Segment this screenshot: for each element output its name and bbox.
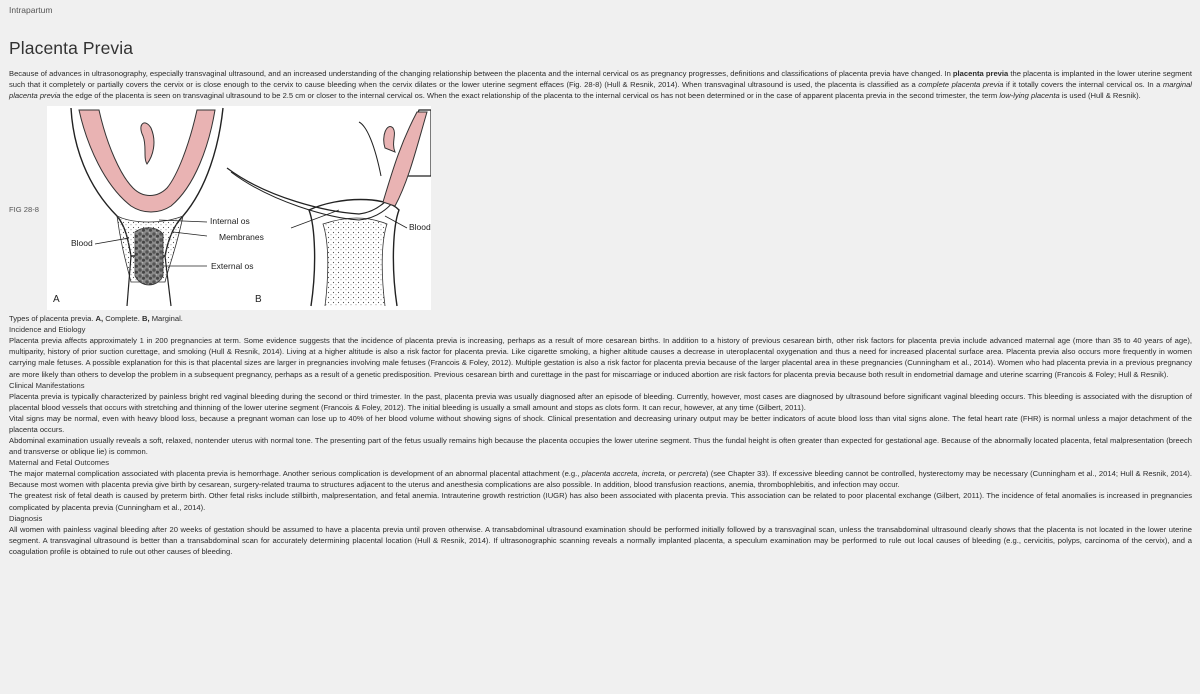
panel-b-drawing bbox=[227, 110, 431, 306]
outcomes-paragraph-2: The greatest risk of fetal death is caused by preterm birth. Other fetal risks include stillbirth, malpresentation, and fetal anemia. Intrauterine growth restriction (IUGR) has also been associated with placenta previa. This association can be related to poor placental exchange (Gilbert, 2011). The incidence of fetal anomalies is increased in pregnancies complicated by placenta previa (Cunningham et al., 2014). bbox=[9, 491, 1192, 512]
label-panel-b: B bbox=[255, 294, 262, 306]
clinical-paragraph-1: Placenta previa is typically characterized by painless bright red vaginal bleeding during the second or third trimester. In the past, placenta previa was usually diagnosed after an episode of bleeding. Currently, however, most cases are diagnosed by ultrasound before significant vaginal bleeding occurs. This bleeding is associated with the disruption of placental blood vessels that occurs with stretching and thinning of the lower uterine segment (Francois & Foley, 2012). The initial bleeding is usually a small amount and stops as clots form. It can recur, however, at any time (Gilbert, 2011). bbox=[9, 391, 1192, 412]
intro-text-1: Because of advances in ultrasonography, especially transvaginal ultrasound, and an increased understanding of the changing relationship between the placenta and the internal cervical os as pregnancy progresses, definitions and classifications of placenta previa have changed. In bbox=[9, 69, 953, 78]
placenta-previa-diagram bbox=[47, 106, 431, 310]
figure-illustration bbox=[47, 106, 431, 310]
intro-marginal-term: marginal placenta previa bbox=[9, 80, 1192, 101]
intro-paragraph bbox=[9, 68, 1192, 101]
section-heading-outcomes: Maternal and Fetal Outcomes bbox=[9, 458, 110, 468]
intro-text-2: the placenta is implanted in the lower uterine segment such that it completely or partially covers the cervix or is close enough to the cervix to cause bleeding when the cervix dilates or the lower uterine segment effaces (Fig. 28-8) (Hull & Resnik, 2014). When transvaginal ultrasound is used, the placenta is classified as a bbox=[9, 69, 1192, 90]
chapter-label: Intrapartum bbox=[9, 5, 53, 15]
incidence-paragraph: Placenta previa affects approximately 1 in 200 pregnancies at term. Some evidence suggests that the incidence of placenta previa is increasing, perhaps as a result of more cesarean births. In addition to a history of previous cesarean birth, other risk factors for placenta previa include advanced maternal age (more than 35 to 40 years of age), multiparity, history of prior suction curettage, and smoking (Hull & Resnik, 2014). Living at a higher altitude is also a risk factor for placenta previa. Like cigarette smoking, a higher altitude causes a decrease in uteroplacental oxygenation and thus a need for increased placental surface area. Placenta previa also occurs more frequently in women carrying male fetuses. A possible explanation for this is that placental sizes are larger in pregnancies involving male fetuses (Francois & Foley, 2012). Multiple gestation is also a risk factor for placenta previa because of the larger placental area in these pregnancies (Cunningham et al., 2014). Women who had placenta previa in a previous pregnancy are more likely than others to develop the problem in a subsequent pregnancy, perhaps as a result of a genetic predisposition. Previous cesarean birth and curettage in the past for miscarriage or induced abortion are risk factors for placenta previa because both result in endometrial damage and uterine scarring (Francois & Foley; Hull & Resnik). bbox=[9, 336, 1192, 379]
intro-complete-term: complete placenta previa bbox=[918, 80, 1004, 90]
intro-text-3: if it totally covers the internal cervical os. In a bbox=[1003, 80, 1163, 90]
outcomes-percreta-term: percreta bbox=[678, 469, 706, 479]
label-blood-a: Blood bbox=[71, 238, 93, 249]
section-heading-incidence: Incidence and Etiology bbox=[9, 325, 86, 335]
label-external-os: External os bbox=[211, 261, 254, 272]
outcomes-or: or bbox=[666, 469, 679, 479]
caption-a: A, bbox=[95, 314, 104, 324]
outcomes-accreta-term: placenta accreta, increta, bbox=[581, 469, 667, 479]
document-page bbox=[9, 0, 1192, 557]
clinical-paragraph-3: Abdominal examination usually reveals a soft, relaxed, nontender uterus with normal tone. The presenting part of the fetus usually remains high because the placenta occupies the lower uterine segment. Thus the fundal height is often greater than expected for gestational age. Because of the abnormally located placenta, fetal malpresentation (breech and transverse or oblique lie) is common. bbox=[9, 436, 1192, 457]
caption-marginal: Marginal. bbox=[149, 314, 183, 324]
intro-text-5: is used (Hull & Resnik). bbox=[1059, 91, 1141, 101]
label-internal-os: Internal os bbox=[210, 216, 250, 227]
caption-complete: Complete. bbox=[103, 314, 142, 324]
caption-b: B, bbox=[141, 314, 150, 324]
label-blood-b: Blood bbox=[409, 222, 431, 233]
figure-caption bbox=[9, 313, 1192, 324]
label-membranes: Membranes bbox=[219, 232, 264, 243]
intro-lowlying-term: low-lying placenta bbox=[999, 91, 1060, 101]
page-title: Placenta Previa bbox=[9, 38, 134, 58]
figure-block bbox=[9, 104, 1192, 312]
intro-text-4: the edge of the placenta is seen on transvaginal ultrasound to be 2.5 cm or closer to the internal cervical os. When the exact relationship of the placenta to the internal cervical os has not been determined or in the case of apparent placenta previa in the second trimester, the term bbox=[60, 91, 1000, 101]
outcomes-text-1: The major maternal complication associated with placenta previa is hemorrhage. Another serious complication is development of an abnormal placental attachment (e.g., bbox=[9, 469, 582, 479]
outcomes-paragraph-1 bbox=[9, 468, 1192, 490]
section-heading-clinical: Clinical Manifestations bbox=[9, 380, 85, 390]
outcomes-text-2: ) (see Chapter 33). If excessive bleeding cannot be controlled, hysterectomy may be necessary (Cunningham et al., 2014; Hull & Resnik, 2014). Because most women with placenta previa give birth by cesarean, surgery-related trauma to structures adjacent to the uterus and anesthesia complications are also possible. In addition, blood transfusion reactions, anemia, thrombophlebitis, and infection may occur. bbox=[9, 469, 1192, 490]
caption-text: Types of placenta previa. bbox=[9, 314, 96, 324]
panel-a-drawing bbox=[71, 108, 223, 306]
diagnosis-paragraph: All women with painless vaginal bleeding after 20 weeks of gestation should be assumed to have a placenta previa until proven otherwise. A transabdominal ultrasound examination should be performed initially followed by a transvaginal scan, unless the transabdominal ultrasound clearly shows that the placenta is not located in the lower uterine segment. A transvaginal ultrasound is better than a transabdominal scan for accurately determining placental location (Hull & Resnik, 2014). If ultrasonographic scanning reveals a normally implanted placenta, a speculum examination may be performed to rule out local causes of bleeding (e.g., cervicitis, polyps, carcinoma of the cervix), and a coagulation profile is obtained to rule out other causes of bleeding. bbox=[9, 524, 1192, 556]
figure-id: FIG 28-8 bbox=[9, 205, 39, 215]
intro-term: placenta previa bbox=[952, 69, 1009, 78]
clinical-paragraph-2: Vital signs may be normal, even with heavy blood loss, because a pregnant woman can lose up to 40% of her blood volume without showing signs of shock. Clinical presentation and decreasing urinary output may be better indicators of acute blood loss than vital signs alone. The fetal heart rate (FHR) is normal unless a major detachment of the placenta occurs. bbox=[9, 413, 1192, 434]
label-panel-a: A bbox=[53, 294, 60, 306]
section-heading-diagnosis: Diagnosis bbox=[9, 513, 43, 523]
